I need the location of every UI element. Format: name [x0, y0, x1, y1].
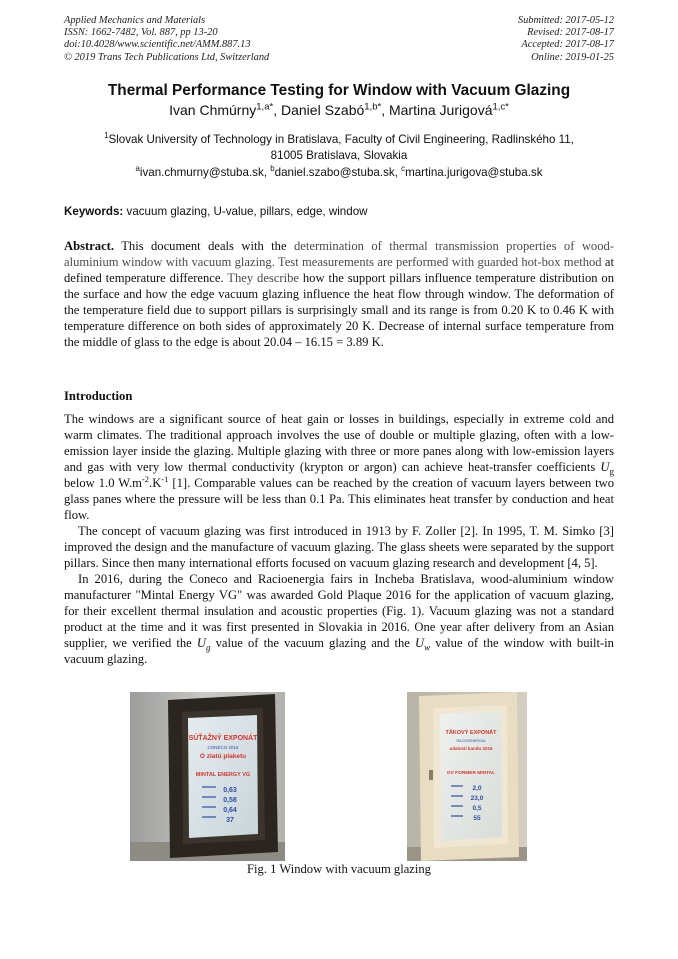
date-accepted: Accepted: 2017-08-17: [521, 39, 614, 51]
introduction-body: [64, 411, 614, 667]
photo-text: RACIOENERGIA: [456, 739, 486, 743]
abstract-text: They describe: [227, 271, 299, 285]
journal-issn: ISSN: 1662-7482, Vol. 887, pp 13-20: [64, 27, 218, 39]
email-sup: b: [270, 164, 275, 174]
keywords-label: Keywords:: [64, 205, 124, 218]
photo-text: OV FORMER MINTAL: [446, 771, 496, 776]
photo-value: 23,0: [470, 795, 484, 802]
email-link[interactable]: ivan.chmurny@stuba.sk: [139, 166, 264, 179]
author-sup: 1,b*: [364, 101, 382, 113]
affiliation: [64, 132, 614, 163]
author-name: Martina Jurigová: [388, 102, 493, 118]
abstract-text: determination of thermal transmission properties of wood-aluminium window with vacuum glazing. Test measurements are performed with guarded hot-box method: [64, 239, 615, 269]
abstract-text: how the support pillars influence temperature distribution on the surface and how the edge vacuum glazing influence the heat flow through window. The deformation of the temperature field due to support pillars is surprisingly small and its range is from 0.20 K to 0.46 K with temperature difference on both sides of approximately 20 K. Decrease of internal surface temperature from the middle of glass to the edge is about 20.04 – 16.15 = 3.89 K.: [64, 271, 615, 349]
section-heading: Introduction: [64, 389, 133, 403]
photo-value: 0,5: [472, 805, 482, 812]
photo-value: 2,0: [472, 785, 482, 792]
date-submitted: Submitted: 2017-05-12: [517, 15, 614, 26]
date-online: Online: 2019-01-25: [531, 51, 614, 63]
date-revised: Revised: 2017-08-17: [527, 27, 614, 39]
email-link[interactable]: martina.jurigova@stuba.sk: [405, 166, 543, 179]
journal-doi: doi:10.4028/www.scientific.net/AMM.887.13: [64, 39, 251, 51]
photo-value: 0,63: [223, 787, 237, 794]
author-list: Ivan Chmúrny$^{1,a*}$, Daniel Szabó$^{1,b*}$, Martina Jurigová$^{1,c*}$: [169, 101, 509, 118]
affiliation-line2: 81005 Bratislava, Slovakia: [270, 148, 408, 162]
journal-header: [64, 15, 269, 64]
affiliation-line1: Slovak University of Technology in Bratislava, Faculty of Civil Engineering, Radlinského 11,: [108, 133, 574, 146]
photo-value: 0,64: [223, 807, 237, 814]
email-sup: c: [401, 164, 406, 174]
abstract-text: This document deals with the: [121, 239, 287, 253]
email-list: $^a$ivan.chmurny@stuba.sk, $^b$daniel.szabo@stuba.sk, $^c$martina.jurigova@stuba.sk: [135, 164, 543, 179]
photo-value: 55: [473, 815, 481, 822]
photo-text: TÁKOVÝ EXPONÁT: [445, 730, 497, 736]
keywords: [64, 205, 614, 218]
author-sup: 1,a*: [256, 101, 274, 113]
photo-text: udalosti kandu 2016: [449, 746, 493, 751]
abstract-label: Abstract.: [64, 239, 115, 253]
photo-text: CONECO 2016: [207, 745, 239, 750]
paragraph: The windows are a significant source of heat gain or losses in buildings, especially in extreme cold and warm climates. The traditional approach involves the use of double or multiple glazing, often with a low-emission layer inside the glazing. Multiple glazing with three or more panes along with low-emission layers and gas with very low thermal conductivity (krypton or argon) can achieve heat-transfer coefficients $U_g$ below 1.0 $W.m^{-2}.K^{-1}$ [1]. Comparable values can be reached by the creation of vacuum layers between two glass panes where the pressure will be less than 0.1 Pa. This eliminates heat transfer by conduction and heat flow.: [64, 412, 614, 522]
figure-caption: Fig. 1 Window with vacuum glazing: [247, 862, 431, 876]
abstract: [64, 238, 614, 350]
journal-copyright: © 2019 Trans Tech Publications Ltd, Switzerland: [64, 51, 270, 63]
photo-text: O zlatú plaketu: [199, 753, 247, 760]
figure-photo-dark-window: [130, 692, 285, 861]
photo-text: SÚŤAŽNÝ EXPONÁT: [188, 735, 258, 742]
dark-window-illustration: [130, 692, 285, 861]
photo-value: 0,58: [223, 797, 237, 804]
paper-title: Thermal Performance Testing for Window with Vacuum Glazing: [107, 82, 571, 99]
dates-header: [518, 15, 614, 64]
author-name: Ivan Chmúrny: [169, 102, 257, 118]
affiliation-sup: 1: [104, 131, 109, 141]
paragraph: In 2016, during the Coneco and Racioenergia fairs in Incheba Bratislava, wood-aluminium window manufacturer "Mintal Energy VG" was awarded Gold Plaque 2016 for the application of vacuum glazing, for their excellent thermal insulation and acoustic properties (Fig. 1). Vacuum glazing was not a standard product at the time and it was first presented in Slovakia in 2016. One year after delivery from an Asian supplier, we verified the $U_g$ value of the vacuum glazing and the $U_w$ value of the window with built-in vacuum glazing.: [64, 572, 614, 666]
paragraph: The concept of vacuum glazing was first introduced in 1913 by F. Zoller [2]. In 1995, T. M. Simko [3] improved the design and the manufacture of vacuum glazing. The glass sheets were separated by the support pillars. Since then many international efforts focused on vacuum glazing research and development [4, 5].: [64, 524, 614, 570]
photo-text: MINTAL ENERGY VG: [195, 772, 251, 778]
abstract-text: at defined temperature difference.: [64, 255, 614, 285]
author-sup: 1,c*: [492, 101, 509, 113]
email-link[interactable]: daniel.szabo@stuba.sk: [274, 166, 395, 179]
journal-name: Applied Mechanics and Materials: [64, 15, 206, 26]
wood-window-illustration: [407, 692, 527, 861]
photo-value: 37: [226, 817, 234, 824]
figure-photo-wood-window: [407, 692, 527, 861]
author-name: Daniel Szabó: [280, 102, 365, 118]
email-sup: a: [135, 164, 140, 174]
keywords-text: vacuum glazing, U-value, pillars, edge, window: [126, 205, 368, 218]
